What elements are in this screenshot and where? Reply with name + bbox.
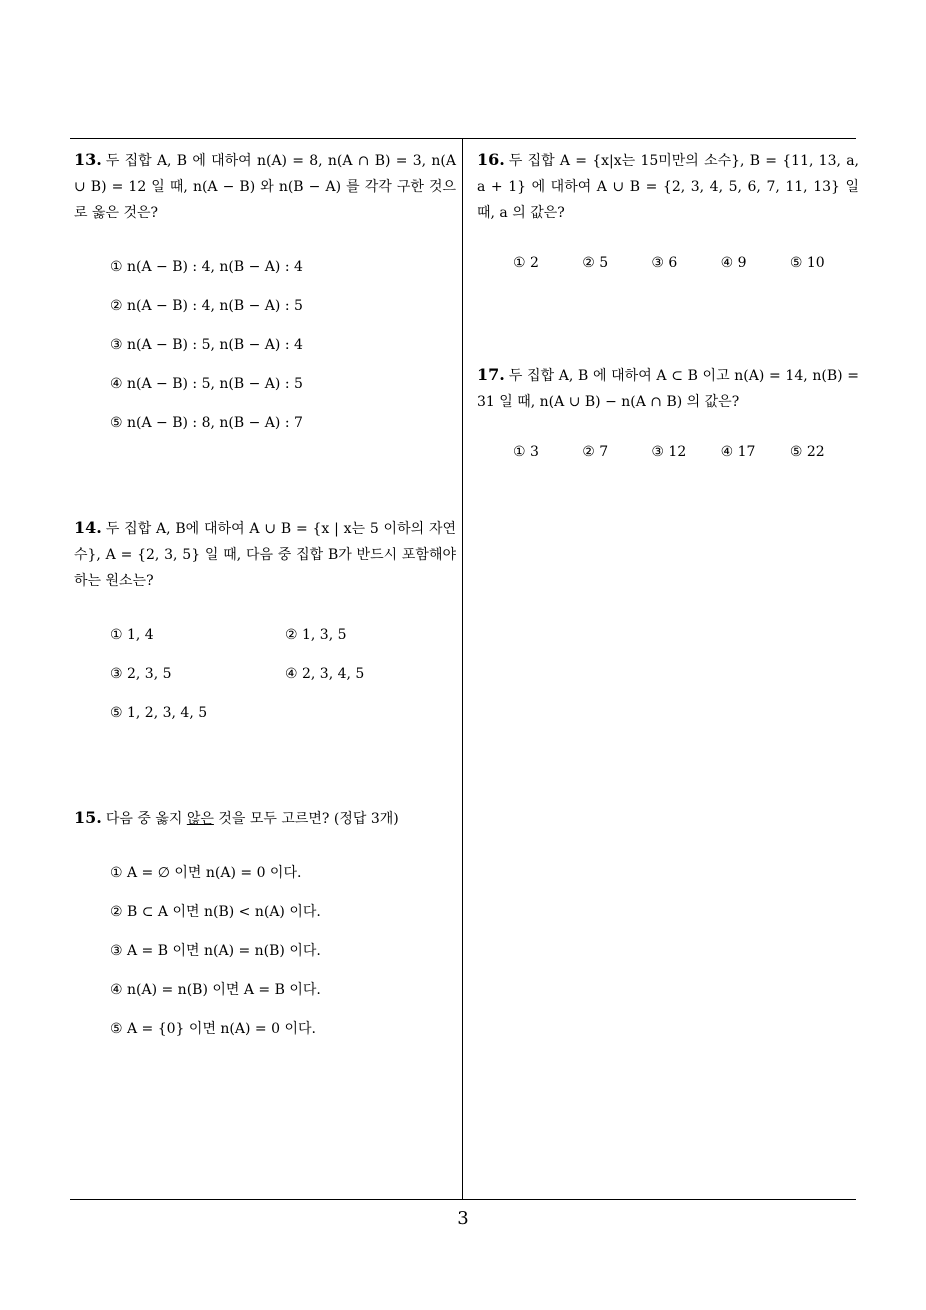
question-number: 15. [74, 808, 102, 827]
choice-5[interactable]: ⑤ 10 [789, 255, 825, 271]
choice-3[interactable]: ③ A = B 이면 n(A) = n(B) 이다. [110, 943, 321, 959]
choice-2[interactable]: ② 1, 3, 5 [285, 627, 347, 643]
choice-1[interactable]: ① A = ∅ 이면 n(A) = 0 이다. [110, 865, 302, 881]
column-divider [462, 139, 463, 1200]
choice-2[interactable]: ② 7 [582, 444, 609, 460]
choice-list [477, 250, 859, 276]
choice-4[interactable]: ④ 17 [720, 444, 756, 460]
choice-1[interactable]: ① n(A − B) : 4, n(B − A) : 4 [110, 259, 303, 275]
page-number: 3 [457, 1208, 469, 1229]
choice-list [74, 248, 456, 443]
question-13-stem [74, 147, 456, 226]
question-text: 두 집합 A, B 에 대하여 n(A) = 8, n(A ∩ B) = 3, n(A ∪ B) = 12 일 때, n(A − B) 와 n(B − A) 를 각각 구한 것으로 옳은 것은? [74, 153, 456, 221]
question-text: 두 집합 A, B 에 대하여 A ⊂ B 이고 n(A) = 14, n(B) = 31 일 때, n(A ∪ B) − n(A ∩ B) 의 값은? [477, 368, 859, 410]
question-text-before: 다음 중 옳지 [105, 811, 187, 827]
choice-4[interactable]: ④ n(A) = n(B) 이면 A = B 이다. [110, 982, 321, 998]
choice-1[interactable]: ① 3 [513, 444, 539, 460]
question-number: 13. [74, 150, 102, 169]
question-number: 17. [477, 365, 505, 384]
question-text: 두 집합 A, B에 대하여 A ∪ B = {x | x는 5 이하의 자연수}, A = {2, 3, 5} 일 때, 다음 중 집합 B가 반드시 포함해야 하는 원소는? [74, 521, 456, 589]
question-text-after: 것을 모두 고르면? (정답 3개) [213, 811, 399, 827]
question-17 [477, 362, 859, 465]
question-14 [74, 515, 456, 733]
question-15-stem [74, 805, 456, 832]
question-number: 16. [477, 150, 505, 169]
choice-2[interactable]: ② n(A − B) : 4, n(B − A) : 5 [110, 298, 303, 314]
bottom-rule [70, 1199, 856, 1200]
question-15 [74, 805, 456, 1049]
choice-1[interactable]: ① 1, 4 [110, 627, 154, 643]
choice-3[interactable]: ③ 2, 3, 5 [110, 666, 172, 682]
choice-list [74, 616, 456, 733]
question-13 [74, 147, 456, 443]
choice-4[interactable]: ④ n(A − B) : 5, n(B − A) : 5 [110, 376, 303, 392]
choice-5[interactable]: ⑤ 1, 2, 3, 4, 5 [110, 705, 208, 721]
choice-1[interactable]: ① 2 [513, 255, 539, 271]
choice-3[interactable]: ③ 6 [651, 255, 678, 271]
choice-4[interactable]: ④ 9 [720, 255, 747, 271]
question-number: 14. [74, 518, 102, 537]
choice-3[interactable]: ③ 12 [651, 444, 687, 460]
question-14-stem [74, 515, 456, 594]
choice-list [74, 854, 456, 1049]
question-17-stem [477, 362, 859, 415]
choice-list [477, 439, 859, 465]
question-text: 두 집합 A = {x|x는 15미만의 소수}, B = {11, 13, a, a + 1} 에 대하여 A ∪ B = {2, 3, 4, 5, 6, 7, 11, 13} 일 때, a 의 값은? [477, 153, 859, 221]
choice-2[interactable]: ② 5 [582, 255, 609, 271]
question-text-emphasis: 않은 [186, 811, 214, 827]
question-16 [477, 147, 859, 276]
choice-5[interactable]: ⑤ n(A − B) : 8, n(B − A) : 7 [110, 415, 303, 431]
choice-3[interactable]: ③ n(A − B) : 5, n(B − A) : 4 [110, 337, 303, 353]
choice-2[interactable]: ② B ⊂ A 이면 n(B) < n(A) 이다. [110, 904, 321, 920]
choice-5[interactable]: ⑤ A = {0} 이면 n(A) = 0 이다. [110, 1021, 316, 1037]
choice-4[interactable]: ④ 2, 3, 4, 5 [285, 666, 365, 682]
choice-5[interactable]: ⑤ 22 [789, 444, 825, 460]
question-16-stem [477, 147, 859, 226]
top-rule [70, 138, 856, 139]
